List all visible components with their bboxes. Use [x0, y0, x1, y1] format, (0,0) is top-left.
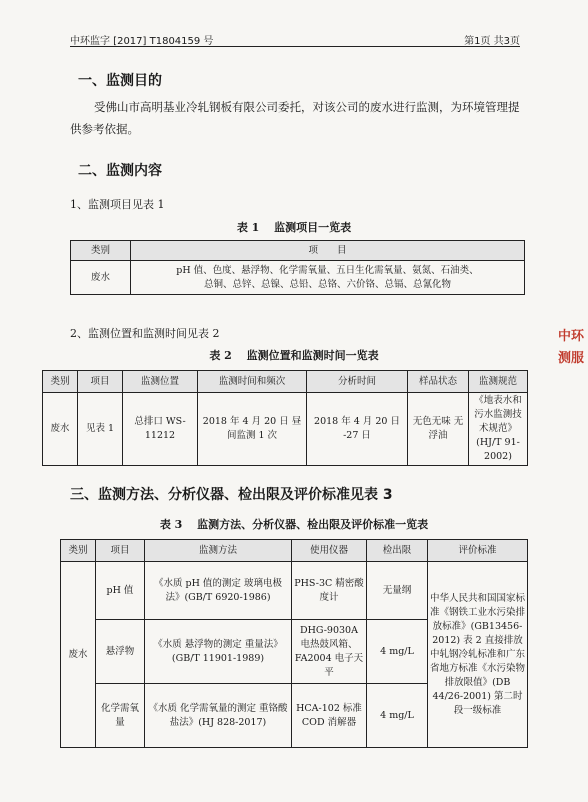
t2-analysis: 2018 年 4 月 20 日 -27 日	[307, 393, 408, 466]
table-3	[60, 539, 528, 748]
t1-items-line1: pH 值、色度、悬浮物、化学需氧量、五日生化需氧量、氨氮、石油类、	[176, 264, 479, 276]
t3-row-item: 化学需氧量	[96, 684, 145, 748]
t2-standard: 《地表水和污水监测技术规范》 (HJ/T 91-2002)	[469, 393, 528, 466]
t2-category: 废水	[43, 393, 78, 466]
t3-header-instrument: 使用仪器	[292, 540, 367, 562]
section-1-body: 受佛山市高明基业冷轧钢板有限公司委托，对该公司的废水进行监测，为环境管理提供参考依据。	[70, 100, 520, 136]
t3-row-limit: 4 mg/L	[367, 684, 428, 748]
t2-time: 2018 年 4 月 20 日 昼间监测 1 次	[198, 393, 307, 466]
t2-header-sample: 样品状态	[408, 371, 469, 393]
t3-header-limit: 检出限	[367, 540, 428, 562]
item-2: 2、监测位置和监测时间见表 2	[70, 327, 220, 340]
section-3-title: 三、监测方法、分析仪器、检出限及评价标准见表 3	[70, 487, 393, 503]
page-header	[70, 30, 520, 46]
table-1-caption: 表 1 监测项目一览表	[236, 221, 352, 234]
t1-items-line2: 总铜、总锌、总镍、总铅、总铬、六价铬、总镉、总氰化物	[203, 278, 451, 290]
t2-header-location: 监测位置	[123, 371, 198, 393]
t2-sample: 无色无味 无浮油	[408, 393, 469, 466]
t1-header-items: 项 目	[131, 241, 525, 261]
t3-header-method: 监测方法	[145, 540, 292, 562]
section-1-title: 一、监测目的	[78, 73, 162, 89]
red-seal-stamp: 中环 测服	[558, 329, 585, 366]
t3-header-item: 项目	[96, 540, 145, 562]
t2-location: 总排口 WS-11212	[123, 393, 198, 466]
t3-header-standard: 评价标准	[428, 540, 528, 562]
t2-item: 见表 1	[78, 393, 123, 466]
t3-row-method: 《水质 化学需氧量的测定 重铬酸盐法》(HJ 828-2017)	[145, 684, 292, 748]
t2-header-analysis: 分析时间	[307, 371, 408, 393]
t3-category: 废水	[61, 562, 96, 748]
t3-row-item: pH 值	[96, 562, 145, 620]
t1-category: 废水	[71, 261, 131, 295]
t3-row-instrument: HCA-102 标准 COD 消解器	[292, 684, 367, 748]
header-rule	[70, 46, 520, 47]
item-1: 1、监测项目见表 1	[70, 198, 165, 211]
table-2-caption: 表 2 监测位置和监测时间一览表	[209, 349, 379, 362]
t3-row-instrument: PHS-3C 精密酸度计	[292, 562, 367, 620]
page-number: 第1页 共3页	[464, 36, 520, 47]
table-1	[70, 240, 525, 295]
t3-row-limit: 无量纲	[367, 562, 428, 620]
t2-header-standard: 监测规范	[469, 371, 528, 393]
section-2-title: 二、监测内容	[78, 163, 162, 179]
report-number: 中环监字 [2017] T1804159 号	[70, 36, 214, 47]
t1-items	[131, 261, 525, 295]
t2-header-time: 监测时间和频次	[198, 371, 307, 393]
table-3-caption: 表 3 监测方法、分析仪器、检出限及评价标准一览表	[159, 518, 429, 531]
t3-row-method: 《水质 pH 值的测定 玻璃电极法》(GB/T 6920-1986)	[145, 562, 292, 620]
t3-row-instrument: DHG-9030A 电热鼓风箱、FA2004 电子天平	[292, 620, 367, 684]
t3-standard: 中华人民共和国国家标准《钢铁工业水污染排放标准》(GB13456-2012) 表 2 直接排放中轧钢冷轧标准和广东省地方标准《水污染物排放限值》(DB 44/26-2001) 第二时段一级标准	[428, 562, 528, 748]
t3-row-method: 《水质 悬浮物的测定 重量法》(GB/T 11901-1989)	[145, 620, 292, 684]
t3-row-item: 悬浮物	[96, 620, 145, 684]
t2-header-item: 项目	[78, 371, 123, 393]
table-2	[42, 370, 528, 466]
t3-header-category: 类别	[61, 540, 96, 562]
t1-header-category: 类别	[71, 241, 131, 261]
t3-row-limit: 4 mg/L	[367, 620, 428, 684]
t2-header-category: 类别	[43, 371, 78, 393]
